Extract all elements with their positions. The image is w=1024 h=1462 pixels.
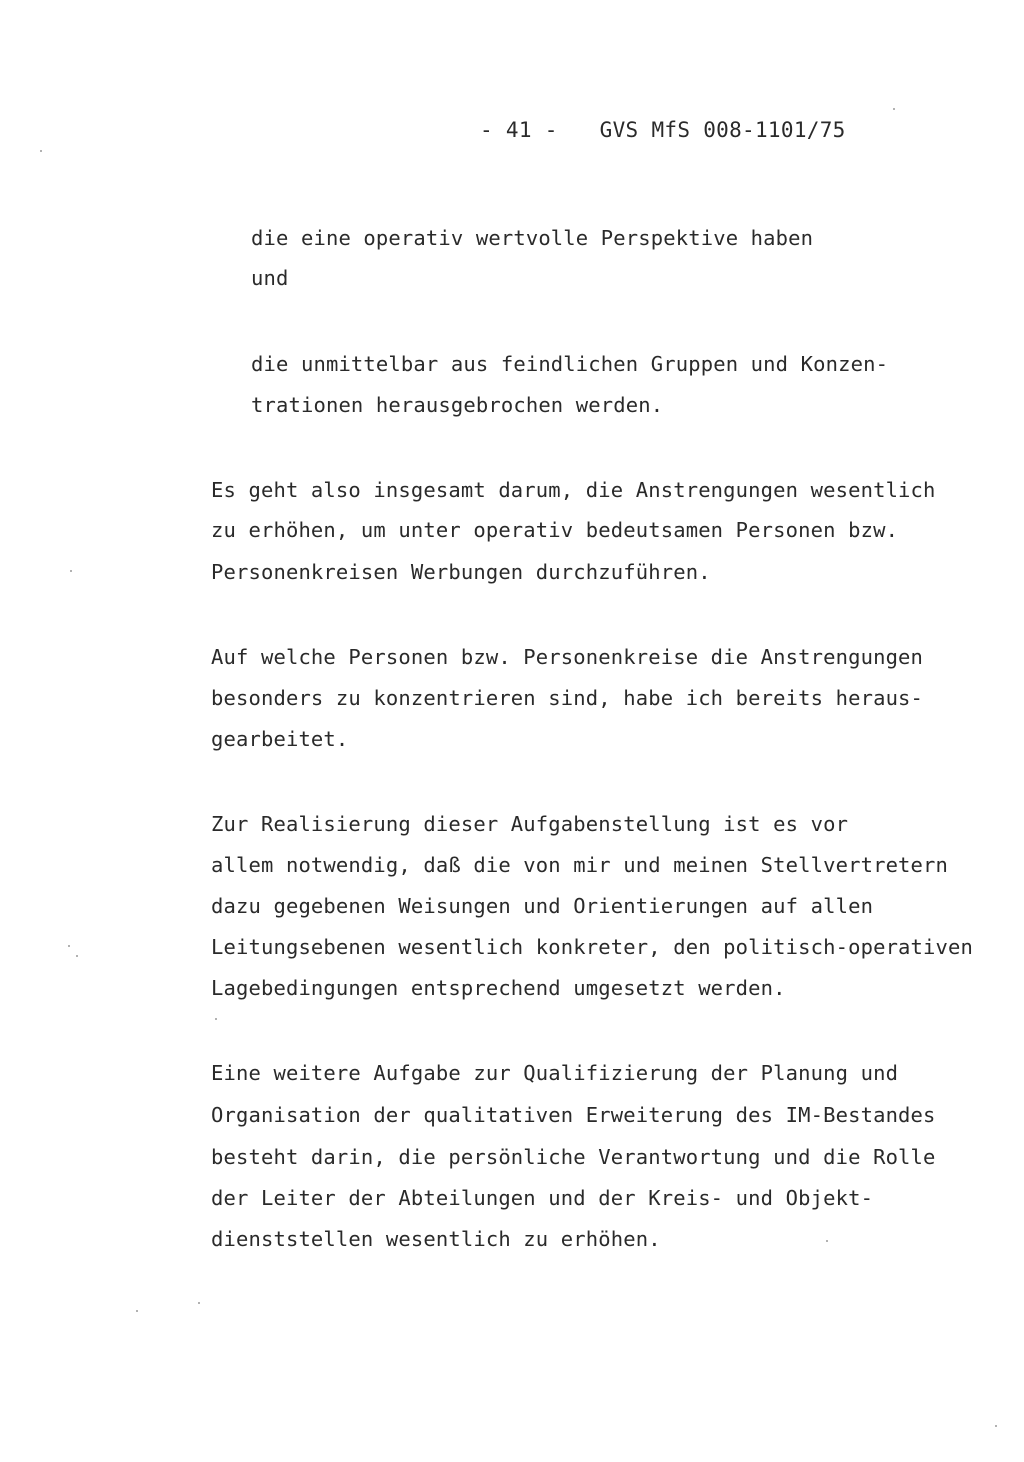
scan-speck xyxy=(68,945,70,947)
text-line-11: Zur Realisierung dieser Aufgabenstellung ist es vor xyxy=(211,812,849,836)
text-line-13: dazu gegebenen Weisungen und Orientierungen auf allen xyxy=(211,894,874,918)
scan-speck xyxy=(215,1018,217,1020)
scan-speck xyxy=(893,108,895,110)
text-line-4: trationen herausgebrochen werden. xyxy=(251,393,664,417)
text-line-18: besteht darin, die persönliche Verantwortung und die Rolle xyxy=(211,1145,936,1169)
page-header xyxy=(480,118,846,142)
scan-speck xyxy=(995,1425,997,1427)
scan-speck xyxy=(40,150,42,152)
text-line-10: gearbeitet. xyxy=(211,727,349,751)
scan-speck xyxy=(70,570,72,572)
text-line-9: besonders zu konzentrieren sind, habe ich bereits heraus- xyxy=(211,686,924,710)
text-line-2: und xyxy=(251,266,289,290)
text-line-16: Eine weitere Aufgabe zur Qualifizierung der Planung und xyxy=(211,1061,899,1085)
text-line-1: die eine operativ wertvolle Perspektive haben xyxy=(251,226,814,250)
text-line-19: der Leiter der Abteilungen und der Kreis- und Objekt- xyxy=(211,1186,874,1210)
text-line-15: Lagebedingungen entsprechend umgesetzt werden. xyxy=(211,976,786,1000)
text-line-3: die unmittelbar aus feindlichen Gruppen und Konzen- xyxy=(251,352,889,376)
scan-speck xyxy=(826,1240,828,1242)
text-line-7: Personenkreisen Werbungen durchzuführen. xyxy=(211,560,711,584)
text-line-12: allem notwendig, daß die von mir und meinen Stellvertretern xyxy=(211,853,949,877)
text-line-17: Organisation der qualitativen Erweiterung des IM-Bestandes xyxy=(211,1103,936,1127)
text-line-6: zu erhöhen, um unter operativ bedeutsamen Personen bzw. xyxy=(211,518,899,542)
text-line-8: Auf welche Personen bzw. Personenkreise die Anstrengungen xyxy=(211,645,924,669)
scan-speck xyxy=(76,955,78,957)
page-number: - 41 - xyxy=(480,118,558,142)
scan-speck xyxy=(136,1310,138,1312)
document-reference: GVS MfS 008-1101/75 xyxy=(599,118,846,142)
text-line-5: Es geht also insgesamt darum, die Anstrengungen wesentlich xyxy=(211,478,936,502)
text-line-14: Leitungsebenen wesentlich konkreter, den politisch-operativen xyxy=(211,935,974,959)
text-line-20: dienststellen wesentlich zu erhöhen. xyxy=(211,1227,661,1251)
scan-speck xyxy=(198,1302,200,1304)
